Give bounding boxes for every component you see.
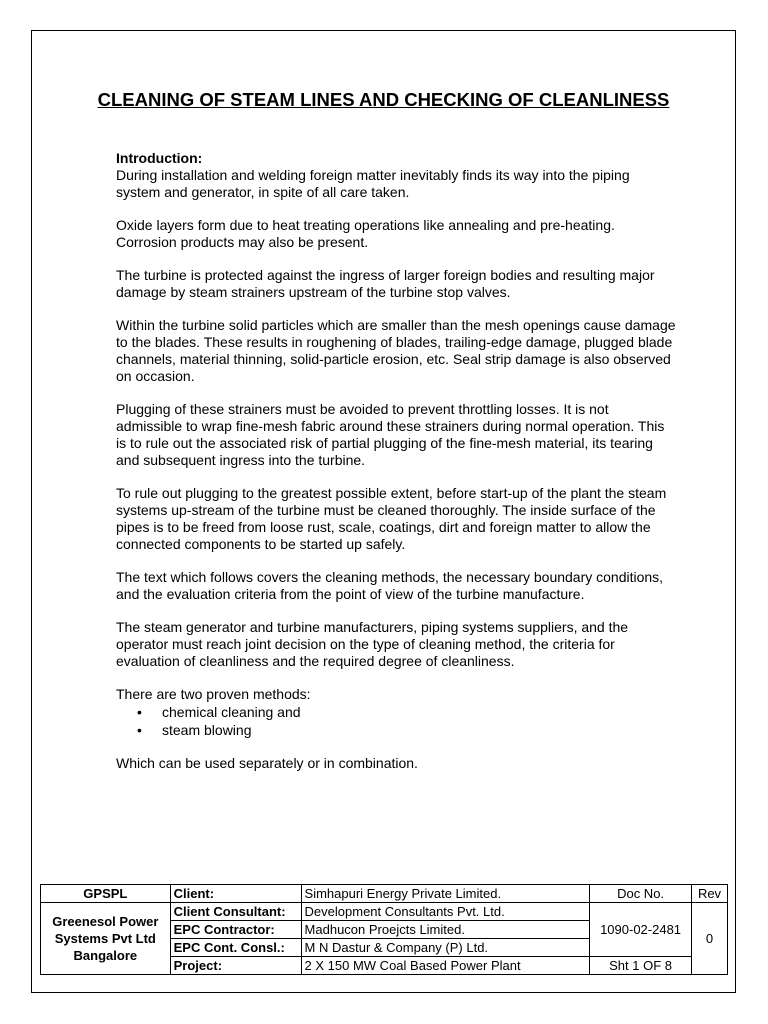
method-label: chemical cleaning and bbox=[162, 704, 301, 720]
rev-label: Rev bbox=[692, 885, 728, 903]
client-consultant-label: Client Consultant: bbox=[170, 903, 301, 921]
sheet-number: Sht 1 OF 8 bbox=[590, 957, 692, 975]
doc-no-label: Doc No. bbox=[590, 885, 692, 903]
title-block-table bbox=[40, 884, 728, 975]
project-label: Project: bbox=[170, 957, 301, 975]
intro-heading: Introduction: bbox=[116, 150, 203, 166]
list-item bbox=[137, 721, 676, 739]
client-value: Simhapuri Energy Private Limited. bbox=[301, 885, 590, 903]
rev-value: 0 bbox=[692, 903, 728, 975]
paragraph-4: Within the turbine solid particles which are smaller than the mesh openings cause damage to the blades. These results in roughening of blades, trailing-edge damage, plugged blade channels, material thinning, solid-particle erosion, etc. Seal strip damage is also observed on occasion. bbox=[116, 317, 676, 384]
document-body bbox=[116, 150, 676, 788]
paragraph-2: Oxide layers form due to heat treating operations like annealing and pre-heating. Corrosion products may also be present. bbox=[116, 217, 615, 250]
closing-paragraph: Which can be used separately or in combination. bbox=[116, 755, 418, 771]
table-row bbox=[41, 903, 728, 921]
paragraph-8: The steam generator and turbine manufacturers, piping systems suppliers, and the operator must reach joint decision on the type of cleaning method, the criteria for evaluation of cleanliness and the required degree of cleanliness. bbox=[116, 619, 629, 669]
paragraph-7: The text which follows covers the cleaning methods, the necessary boundary conditions, and the evaluation criteria from the point of view of the turbine manufacture. bbox=[116, 569, 664, 602]
list-item bbox=[137, 703, 676, 721]
epc-consultant-label: EPC Cont. Consl.: bbox=[170, 939, 301, 957]
client-label: Client: bbox=[170, 885, 301, 903]
doc-no-value: 1090-02-2481 bbox=[590, 903, 692, 957]
bullet-icon: • bbox=[137, 722, 142, 738]
client-consultant-value: Development Consultants Pvt. Ltd. bbox=[301, 903, 590, 921]
document-title: CLEANING OF STEAM LINES AND CHECKING OF CLEANLINESS bbox=[97, 89, 670, 110]
epc-contractor-label: EPC Contractor: bbox=[170, 921, 301, 939]
project-value: 2 X 150 MW Coal Based Power Plant bbox=[301, 957, 590, 975]
epc-contractor-value: Madhucon Proejcts Limited. bbox=[301, 921, 590, 939]
methods-intro: There are two proven methods: bbox=[116, 686, 311, 702]
methods-list bbox=[116, 703, 676, 739]
paragraph-5: Plugging of these strainers must be avoided to prevent throttling losses. It is not admissible to wrap fine-mesh fabric around these strainers during normal operation. This is to rule out the associated risk of partial plugging of the fine-mesh material, its tearing and subsequent ingress into the turbine. bbox=[116, 401, 665, 468]
method-label: steam blowing bbox=[162, 722, 252, 738]
intro-paragraph bbox=[116, 150, 676, 201]
bullet-icon: • bbox=[137, 704, 142, 720]
paragraph-1: During installation and welding foreign matter inevitably finds its way into the piping system and generator, in spite of all care taken. bbox=[116, 167, 630, 200]
company-name: Greenesol Power Systems Pvt Ltd Bangalore bbox=[41, 903, 171, 975]
table-row bbox=[41, 885, 728, 903]
paragraph-6: To rule out plugging to the greatest possible extent, before start-up of the plant the steam systems up-stream of the turbine must be cleaned thoroughly. The inside surface of the pipes is to be freed from loose rust, scale, coatings, dirt and foreign matter to allow the connected components to be started up safely. bbox=[116, 485, 667, 552]
paragraph-3: The turbine is protected against the ingress of larger foreign bodies and resulting major damage by steam strainers upstream of the turbine stop valves. bbox=[116, 267, 655, 300]
company-code: GPSPL bbox=[41, 885, 171, 903]
epc-consultant-value: M N Dastur & Company (P) Ltd. bbox=[301, 939, 590, 957]
